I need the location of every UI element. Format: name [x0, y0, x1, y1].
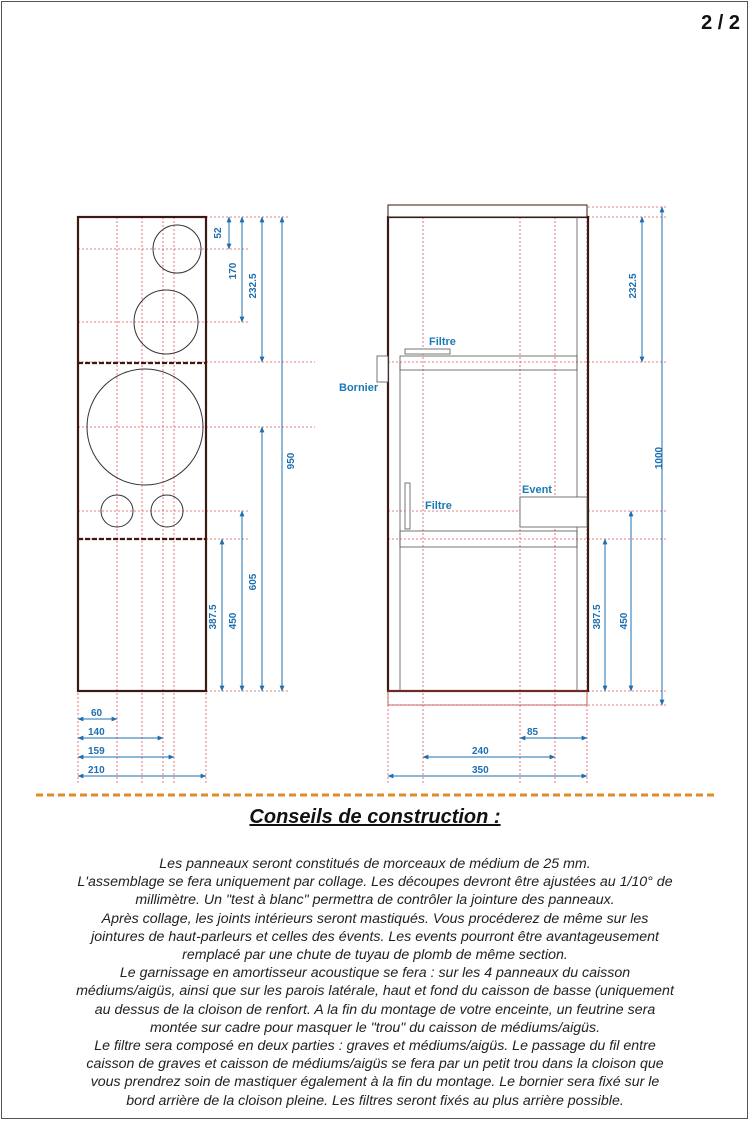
- advice-line: remplacé par une chute de tuyau de plomb de même section.: [182, 947, 568, 964]
- side-dim-label-387-5: 387.5: [592, 604, 603, 630]
- dim-label-140: 140: [88, 727, 105, 738]
- advice-line: Les panneaux seront constitués de morceaux de médium de 25 mm.: [159, 856, 591, 872]
- side-cabinet-outline: [388, 217, 588, 691]
- section-title: Conseils de construction :: [249, 806, 501, 828]
- side-dim-label-240: 240: [472, 746, 489, 757]
- label-bornier: Bornier: [339, 382, 379, 394]
- dim-label-450: 450: [228, 612, 239, 630]
- label-event: Event: [522, 484, 552, 496]
- dim-label-950: 950: [286, 452, 297, 470]
- advice-line: Après collage, les joints intérieurs seront mastiqués. Vous procéderez de même sur les: [101, 910, 649, 927]
- advice-line: vous prendrez soin de mastiquer également à la fin du montage. Le bornier sera fixé sur le: [90, 1074, 660, 1091]
- filter-side-board: [405, 483, 410, 529]
- filter-top-board: [405, 349, 450, 354]
- dim-label-387-5: 387.5: [208, 604, 219, 630]
- side-dim-label-85: 85: [527, 727, 539, 738]
- advice-line: au dessus de la cloison de renfort. A la fin du montage de votre enceinte, un feutrine sera: [94, 1001, 656, 1018]
- front-view: [78, 217, 315, 785]
- side-dim-label-450: 450: [619, 612, 630, 630]
- advice-line: Le garnissage en amortisseur acoustique se fera : sur les 4 panneaux du caisson: [119, 965, 631, 982]
- advice-line: millimètre. Un "test à blanc" permettra de contrôler la jointure des panneaux.: [135, 892, 615, 909]
- dim-label-60: 60: [91, 708, 103, 719]
- advice-line: L'assemblage se fera uniquement par collage. Les découpes devront être ajustées au 1/10° de: [77, 874, 673, 891]
- dim-label-159: 159: [88, 746, 105, 757]
- advice-paragraph: [24, 855, 726, 1110]
- side-view: [339, 205, 668, 785]
- advice-line: médiums/aigüs, ainsi que sur les parois latérale, haut et fond du caisson de basse (uniquement: [76, 983, 674, 1000]
- tweeter-circle: [153, 225, 201, 273]
- front-guides-v: [78, 217, 206, 785]
- side-top-lid: [388, 205, 587, 217]
- dim-label-210: 210: [88, 765, 105, 776]
- bornier-block: [377, 356, 388, 382]
- dim-label-170: 170: [228, 262, 239, 280]
- side-bottom-plate: [388, 691, 587, 705]
- dim-label-52: 52: [213, 227, 224, 239]
- side-dim-label-350: 350: [472, 765, 489, 776]
- dim-label-605: 605: [248, 573, 259, 591]
- page-number: 2 / 2: [701, 12, 740, 34]
- side-dim-label-232-5: 232.5: [628, 273, 639, 299]
- dim-label-232-5: 232.5: [248, 273, 259, 299]
- side-partition-top: [400, 356, 577, 370]
- side-guides: [388, 207, 668, 785]
- event-tube: [520, 497, 587, 527]
- label-filtre-top: Filtre: [429, 336, 456, 348]
- advice-line: jointures de haut-parleurs et celles des évents. Les events pourront être avantageusement: [91, 928, 659, 945]
- woofer-circle: [87, 369, 203, 485]
- advice-line: Le filtre sera composé en deux parties : graves et médiums/aigüs. Le passage du fil entre: [94, 1038, 656, 1055]
- advice-line: montée sur cadre pour masquer le "trou" du caisson de médiums/aigüs.: [149, 1019, 601, 1036]
- advice-line: bord arrière de la cloison pleine. Les filtres seront fixés au plus arrière possible.: [126, 1092, 624, 1109]
- advice-line: caisson de graves et caisson de médiums/aigüs se fera par un petit trou dans la cloison que: [86, 1056, 664, 1073]
- label-filtre-side: Filtre: [425, 500, 452, 512]
- side-dim-label-1000: 1000: [654, 446, 665, 470]
